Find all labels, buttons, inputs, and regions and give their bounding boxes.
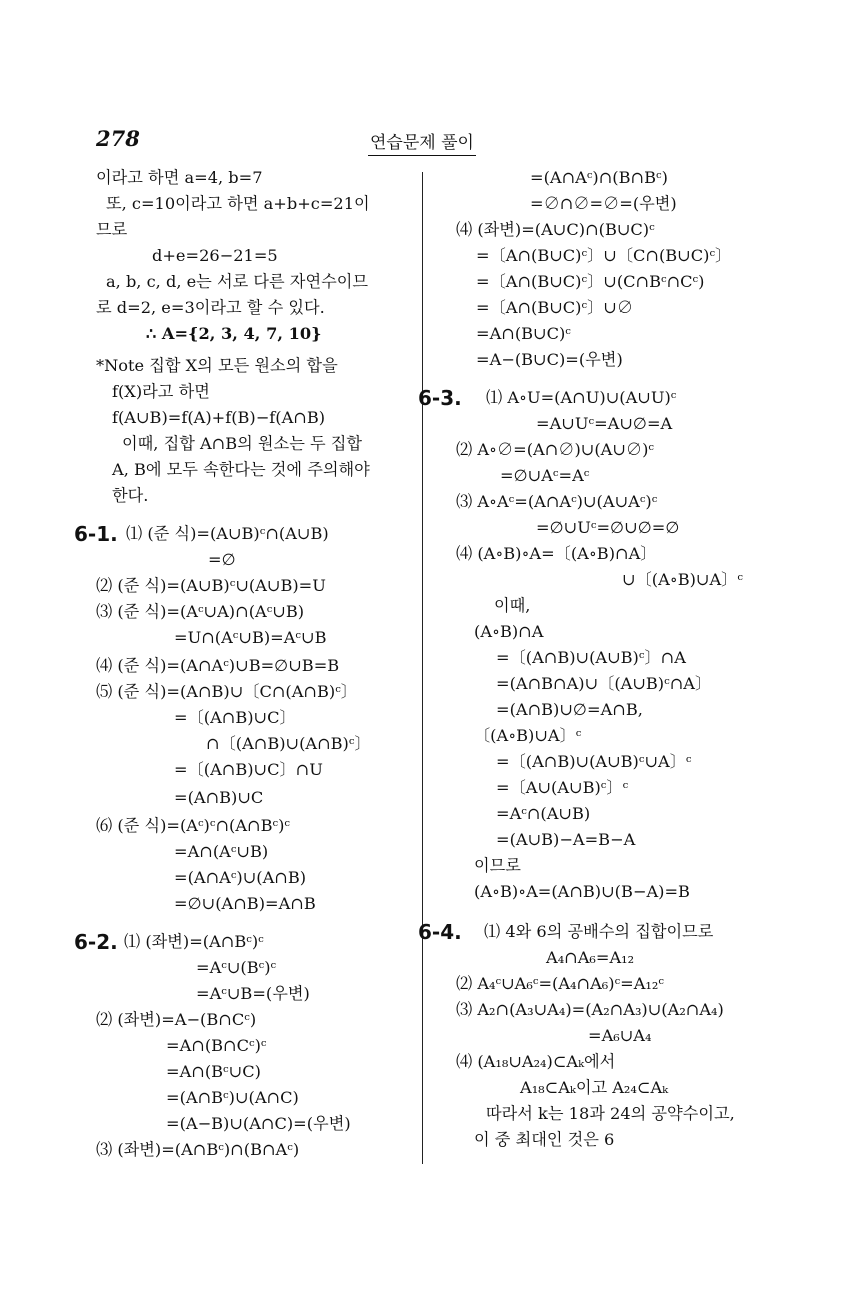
solution-line: ⑸ (준 식)=(A∩B)∪〔C∩(A∩B)ᶜ〕: [96, 682, 357, 701]
solution-line: ⑶ A₂∩(A₃∪A₄)=(A₂∩A₃)∪(A₂∩A₄): [456, 1000, 724, 1019]
solution-line: A₄∩A₆=A₁₂: [546, 948, 635, 967]
solution-line: A, B에 모두 속한다는 것에 주의해야: [112, 460, 370, 479]
solution-line: =(A∩Aᶜ)∩(B∩Bᶜ): [530, 168, 668, 187]
solution-line: f(X)라고 하면: [112, 382, 210, 401]
solution-line: A₁₈⊂Aₖ이고 A₂₄⊂Aₖ: [520, 1078, 669, 1097]
solution-line: ∩〔(A∩B)∪(A∩B)ᶜ〕: [206, 734, 371, 753]
solution-line: 이라고 하면 a=4, b=7: [96, 168, 263, 187]
solution-line: 따라서 k는 18과 24의 공약수이고,: [486, 1104, 735, 1123]
solution-line: ⑶ (준 식)=(Aᶜ∪A)∩(Aᶜ∪B): [96, 602, 305, 621]
solution-line: ∴ A={2, 3, 4, 7, 10}: [146, 324, 322, 343]
solution-line: ⑹ (준 식)=(Aᶜ)ᶜ∩(A∩Bᶜ)ᶜ: [96, 816, 291, 835]
solution-line: f(A∪B)=f(A)+f(B)−f(A∩B): [112, 408, 326, 427]
solution-line: 므로: [96, 220, 128, 239]
solution-line: =U∩(Aᶜ∪B)=Aᶜ∪B: [174, 628, 327, 647]
solution-line: =Aᶜ∪B=(우변): [196, 984, 310, 1003]
solution-line: 로 d=2, e=3이라고 할 수 있다.: [96, 298, 325, 317]
solution-line: =〔(A∩B)∪(A∪B)ᶜ〕∩A: [496, 648, 686, 667]
solution-line: =(A∩Bᶜ)∪(A∩C): [166, 1088, 299, 1107]
solution-line: =〔(A∩B)∪C〕∩U: [174, 760, 323, 779]
solution-line: =A∩(B∪C)ᶜ: [476, 324, 571, 343]
solution-line: *Note 집합 X의 모든 원소의 합을: [96, 356, 338, 375]
solution-line: ⑵ A₄ᶜ∪A₆ᶜ=(A₄∩A₆)ᶜ=A₁₂ᶜ: [456, 974, 665, 993]
solution-line: ⑷ (좌변)=(A∪C)∩(B∪C)ᶜ: [456, 220, 655, 239]
column-divider: [422, 172, 423, 1164]
solution-line: 이때,: [494, 596, 531, 615]
solution-line: =(A∩B∩A)∪〔(A∪B)ᶜ∩A〕: [496, 674, 712, 693]
solution-line: =〔A∪(A∪B)ᶜ〕ᶜ: [496, 778, 629, 797]
solution-line: =A∪Uᶜ=A∪∅=A: [536, 414, 673, 433]
solution-line: =(A∩Aᶜ)∪(A∩B): [174, 868, 307, 887]
chapter-title: 연습문제 풀이: [368, 128, 476, 156]
solution-line: 이므로: [474, 856, 521, 875]
solution-line: 〔(A∘B)∪A〕ᶜ: [474, 726, 582, 745]
solution-line: d+e=26−21=5: [152, 246, 278, 265]
solution-line: ⑴ A∘U=(A∩U)∪(A∪U)ᶜ: [486, 388, 677, 407]
solution-line: ⑵ A∘∅=(A∩∅)∪(A∪∅)ᶜ: [456, 440, 655, 459]
solution-line: =A∩(Bᶜ∪C): [166, 1062, 261, 1081]
solution-line: =∅∪Uᶜ=∅∪∅=∅: [536, 518, 680, 537]
solution-line: 또, c=10이라고 하면 a+b+c=21이: [106, 194, 370, 213]
page-number: 278: [96, 126, 140, 151]
solution-line: =〔A∩(B∪C)ᶜ〕∪(C∩Bᶜ∩Cᶜ): [476, 272, 705, 291]
solution-line: a, b, c, d, e는 서로 다른 자연수이므: [106, 272, 368, 291]
solution-line: =A₆∪A₄: [588, 1026, 652, 1045]
solution-line: ⑴ (준 식)=(A∪B)ᶜ∩(A∪B): [126, 524, 329, 543]
exercise-number: 6-2.: [74, 930, 118, 954]
solution-line: ⑶ (좌변)=(A∩Bᶜ)∩(B∩Aᶜ): [96, 1140, 300, 1159]
solution-line: ⑴ 4와 6의 공배수의 집합이므로: [484, 922, 714, 941]
solution-line: =Aᶜ∪(Bᶜ)ᶜ: [196, 958, 277, 977]
solution-line: 이 중 최대인 것은 6: [474, 1130, 615, 1149]
solution-line: =(A∩B)∪C: [174, 788, 264, 807]
solution-line: ⑵ (좌변)=A−(B∩Cᶜ): [96, 1010, 257, 1029]
solution-line: =〔A∩(B∪C)ᶜ〕∪〔C∩(B∪C)ᶜ〕: [476, 246, 732, 265]
solution-line: =∅: [208, 550, 236, 569]
solution-line: =A∩(B∩Cᶜ)ᶜ: [166, 1036, 267, 1055]
solution-line: =(A∪B)−A=B−A: [496, 830, 636, 849]
solution-line: (A∘B)∩A: [474, 622, 544, 641]
solution-line: =(A∩B)∪∅=A∩B,: [496, 700, 643, 719]
solution-line: =A∩(Aᶜ∪B): [174, 842, 269, 861]
solution-line: =∅∩∅=∅=(우변): [530, 194, 677, 213]
solution-line: =∅∪Aᶜ=Aᶜ: [500, 466, 590, 485]
solution-line: 이때, 집합 A∩B의 원소는 두 집합: [122, 434, 363, 453]
solution-line: ⑷ (A∘B)∘A=〔(A∘B)∩A〕: [456, 544, 657, 563]
exercise-number: 6-3.: [418, 386, 462, 410]
solution-line: ∪〔(A∘B)∪A〕ᶜ: [622, 570, 743, 589]
solution-line: =〔(A∩B)∪(A∪B)ᶜ∪A〕ᶜ: [496, 752, 692, 771]
solution-line: ⑷ (A₁₈∪A₂₄)⊂Aₖ에서: [456, 1052, 616, 1071]
solution-line: =〔(A∩B)∪C〕: [174, 708, 296, 727]
exercise-number: 6-4.: [418, 920, 462, 944]
solution-line: =Aᶜ∩(A∪B): [496, 804, 591, 823]
page-header: [0, 120, 868, 160]
solution-line: =A−(B∪C)=(우변): [476, 350, 623, 369]
solution-line: =∅∪(A∩B)=A∩B: [174, 894, 316, 913]
solution-line: 한다.: [112, 486, 149, 505]
solution-line: ⑵ (준 식)=(A∪B)ᶜ∪(A∪B)=U: [96, 576, 326, 595]
solution-line: ⑴ (좌변)=(A∩Bᶜ)ᶜ: [124, 932, 264, 951]
exercise-number: 6-1.: [74, 522, 118, 546]
solution-line: ⑶ A∘Aᶜ=(A∩Aᶜ)∪(A∪Aᶜ)ᶜ: [456, 492, 658, 511]
solution-line: =(A−B)∪(A∩C)=(우변): [166, 1114, 351, 1133]
solution-line: ⑷ (준 식)=(A∩Aᶜ)∪B=∅∪B=B: [96, 656, 340, 675]
solution-line: =〔A∩(B∪C)ᶜ〕∪∅: [476, 298, 634, 317]
solution-line: (A∘B)∘A=(A∩B)∪(B−A)=B: [474, 882, 690, 901]
